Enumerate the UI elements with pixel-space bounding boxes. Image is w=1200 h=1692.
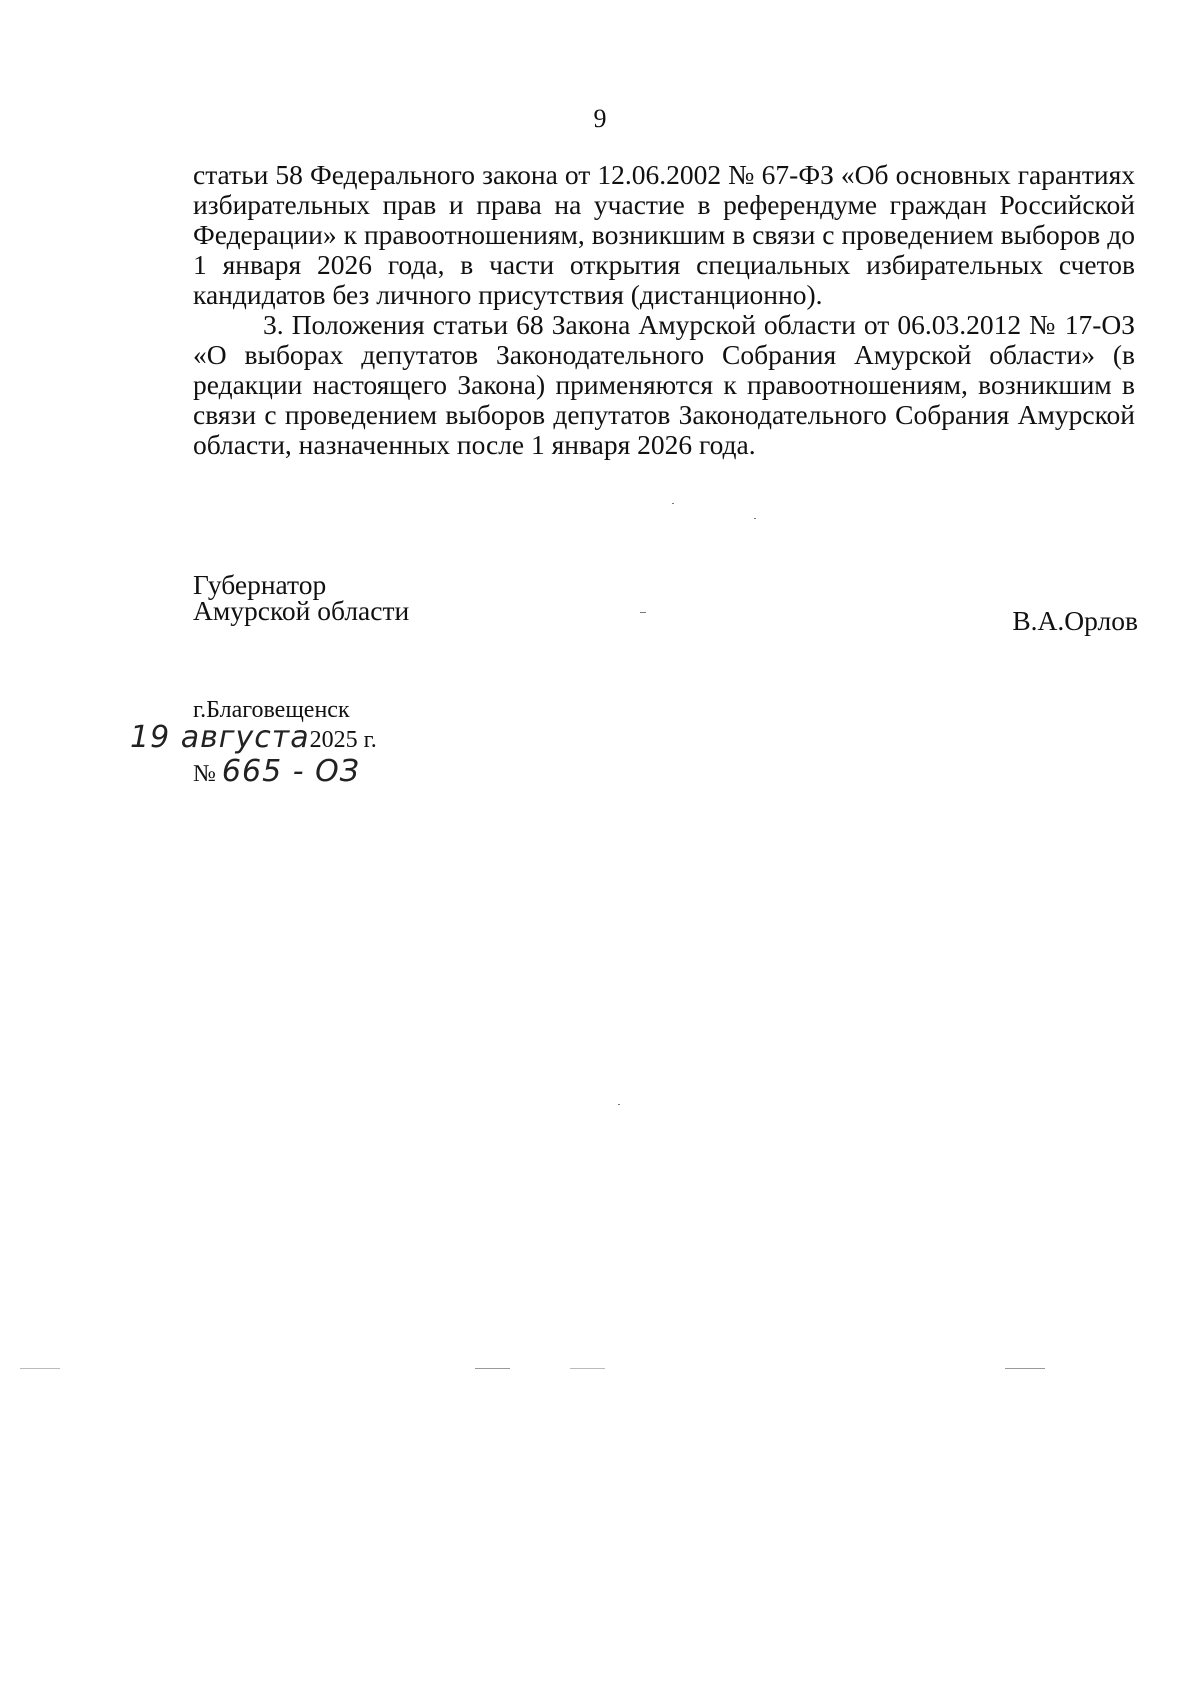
scan-speck [1005,1368,1045,1369]
place-of-signing: г.Благовещенск [193,697,350,723]
scan-speck [570,1368,605,1369]
scan-speck [618,1104,620,1105]
scan-speck [475,1368,510,1369]
paragraph-item-3: 3. Положения статьи 68 Закона Амурской области от 06.03.2012 № 17-ОЗ «О выборах депутатов Законодательного Собрания Амурской области» (в редакции настоящего Закона) применяются к правоотношениям, возникшим в связи с проведением выборов депутатов Законодательного Собрания Амурской области, назначенных после 1 января 2026 года. [193,309,1135,460]
printed-year: 2025 г. [309,727,377,753]
handwritten-number: 665 - ОЗ [221,754,360,789]
signatory-title-line2: Амурской области [193,595,410,626]
scan-speck [640,612,646,613]
handwritten-date: 19 августа [130,720,310,755]
scan-speck [20,1368,60,1369]
scan-speck [754,518,756,519]
signing-date [130,720,377,755]
scan-speck [672,503,674,504]
paragraph-continuation: статьи 58 Федерального закона от 12.06.2002 № 67-ФЗ «Об основных гарантиях избирательных прав и права на участие в референдуме граждан Российской Федерации» к правоотношениям, возникшим в связи с проведением выборов до 1 января 2026 года, в части открытия специальных избирательных счетов кандидатов без личного присутствия (дистанционно). [193,159,1135,310]
signatory-title-line1: Губернатор [193,569,327,600]
page-number: 9 [593,104,607,133]
law-number [193,754,360,789]
signatory-name: В.А.Орлов [1012,605,1138,636]
signatory-title [193,569,410,626]
number-prefix: № [193,761,216,787]
document-body [193,160,1135,460]
